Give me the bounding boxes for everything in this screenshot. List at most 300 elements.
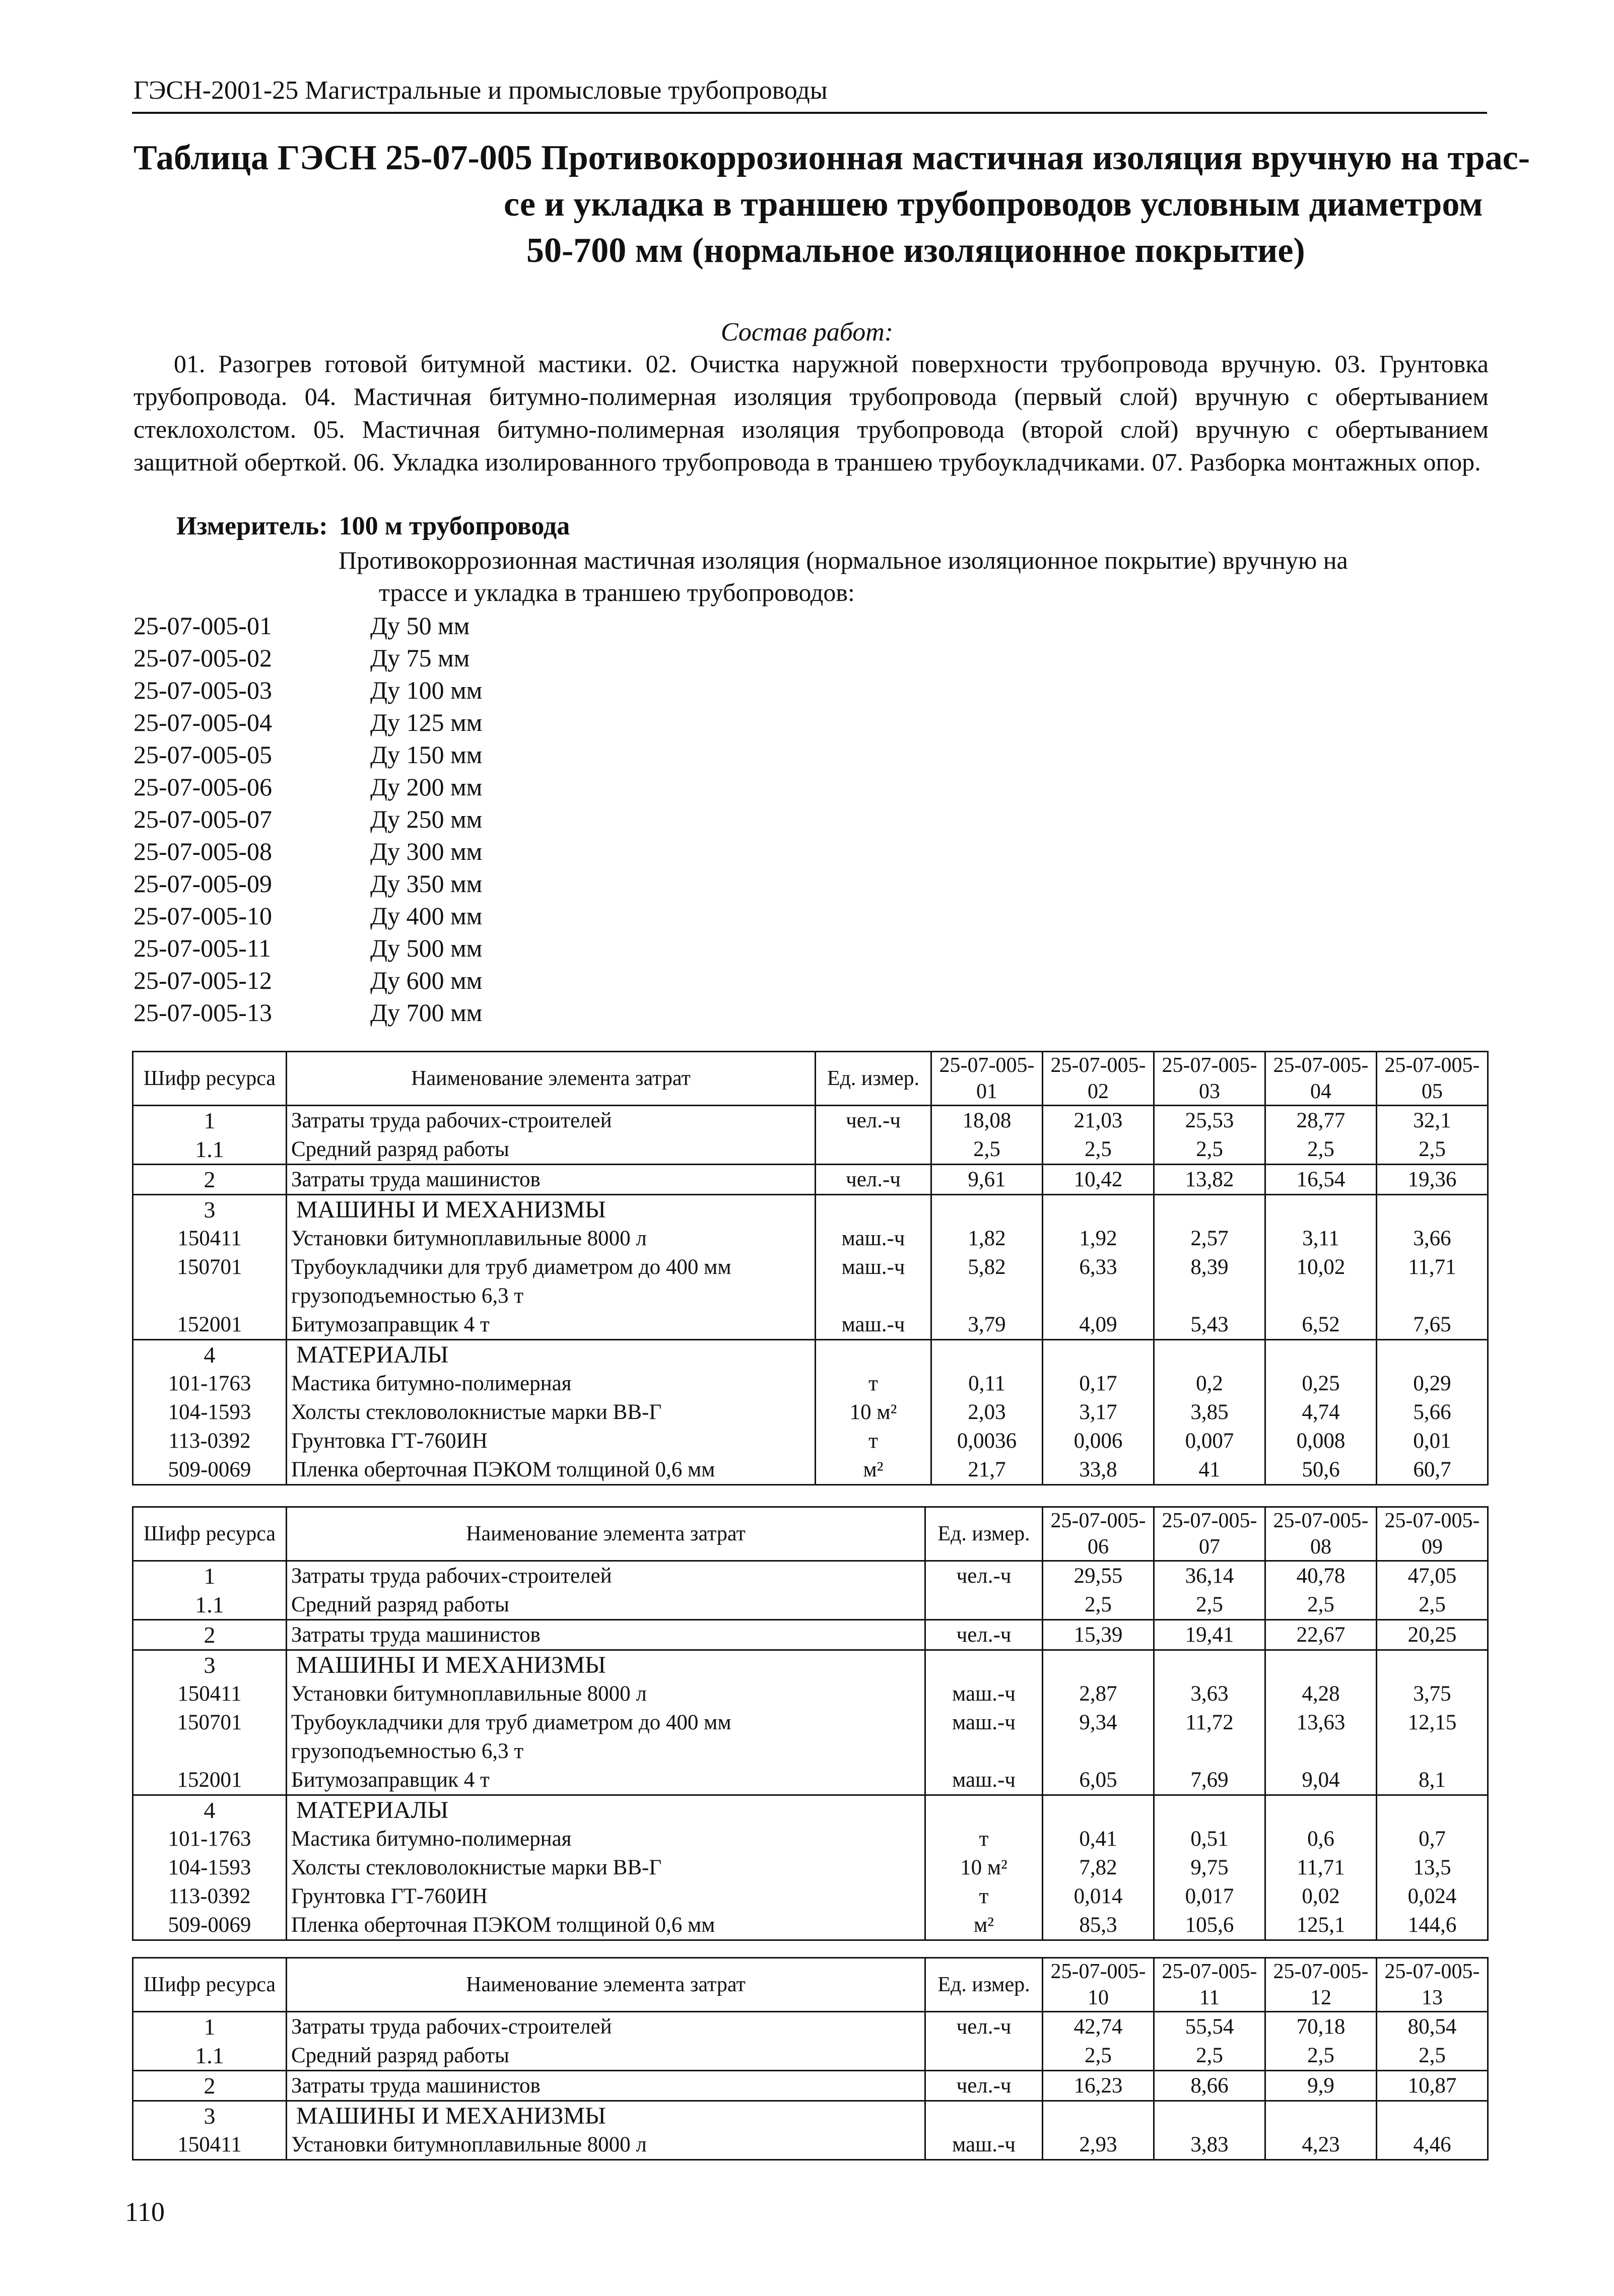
table-row (133, 1106, 1488, 1135)
table-row (133, 1310, 1488, 1340)
norm-code: 25-07-005-01 (133, 612, 272, 640)
row-code: 150411 (133, 1679, 287, 1708)
table-row (133, 2012, 1488, 2042)
row-value: 4,09 (1043, 1310, 1154, 1340)
table-row (133, 1708, 1488, 1766)
row-value: 9,75 (1154, 1853, 1265, 1882)
row-value: 105,6 (1154, 1911, 1265, 1940)
resource-table-1 (132, 1051, 1489, 1485)
row-value (1154, 1195, 1265, 1225)
header-norm-column: 25-07-005-10 (1043, 1958, 1154, 2012)
row-code: 3 (133, 1650, 287, 1680)
row-unit: маш.-ч (925, 2130, 1043, 2160)
row-value: 85,3 (1043, 1911, 1154, 1940)
row-value: 10,87 (1377, 2071, 1488, 2101)
table-row (133, 1135, 1488, 1165)
row-value: 0,0036 (931, 1427, 1043, 1455)
header-unit: Ед. измер. (925, 1958, 1043, 2012)
row-value (931, 1195, 1043, 1225)
row-unit: маш.-ч (816, 1224, 931, 1253)
row-code: 1.1 (133, 1135, 287, 1165)
meter-label: Измеритель: (176, 512, 328, 541)
row-value: 60,7 (1377, 1455, 1488, 1485)
row-name: Грунтовка ГТ-760ИН (287, 1427, 816, 1455)
table-row (133, 1825, 1488, 1853)
row-code: 1.1 (133, 2041, 287, 2071)
table-row (133, 1253, 1488, 1310)
row-unit (816, 1340, 931, 1370)
row-name: Установки битумноплавильные 8000 л (287, 1679, 925, 1708)
row-value (1377, 1795, 1488, 1825)
row-value: 19,41 (1154, 1620, 1265, 1650)
row-value: 15,39 (1043, 1620, 1154, 1650)
norm-code-label: Ду 500 мм (370, 934, 483, 962)
row-value: 3,11 (1265, 1224, 1377, 1253)
row-code: 2 (133, 2071, 287, 2101)
row-value: 125,1 (1265, 1911, 1377, 1940)
row-unit (925, 1795, 1043, 1825)
row-value: 33,8 (1043, 1455, 1154, 1485)
row-code: 150701 (133, 1708, 287, 1766)
row-unit (816, 1195, 931, 1225)
norm-code-label: Ду 100 мм (370, 676, 483, 704)
row-value: 8,66 (1154, 2071, 1265, 2101)
row-unit (925, 1650, 1043, 1680)
norm-code: 25-07-005-12 (133, 966, 272, 994)
row-value (1043, 1340, 1154, 1370)
row-unit: чел.-ч (925, 2071, 1043, 2101)
row-code: 4 (133, 1795, 287, 1825)
description-line-1: Противокоррозионная мастичная изоляция (нормальное изоляционное покрытие) вручную на (339, 546, 1348, 574)
row-value: 11,72 (1154, 1708, 1265, 1766)
page-number: 110 (125, 2197, 165, 2227)
row-value: 50,6 (1265, 1455, 1377, 1485)
row-value: 0,024 (1377, 1882, 1488, 1911)
row-name: Средний разряд работы (287, 2041, 925, 2071)
row-value: 2,5 (1265, 1590, 1377, 1620)
norm-code: 25-07-005-02 (133, 644, 272, 672)
row-value: 42,74 (1043, 2012, 1154, 2042)
row-value: 70,18 (1265, 2012, 1377, 2042)
table-row (133, 1427, 1488, 1455)
row-value (1265, 1340, 1377, 1370)
header-norm-column: 25-07-005-06 (1043, 1507, 1154, 1561)
row-name: Затраты труда рабочих-строителей (287, 1561, 925, 1591)
row-value (1377, 1340, 1488, 1370)
row-code: 152001 (133, 1766, 287, 1795)
norm-code: 25-07-005-11 (133, 934, 272, 962)
table-row (133, 2041, 1488, 2071)
norm-code: 25-07-005-07 (133, 805, 272, 833)
row-unit: чел.-ч (925, 2012, 1043, 2042)
row-value (1265, 1195, 1377, 1225)
row-value: 9,34 (1043, 1708, 1154, 1766)
row-value: 4,46 (1377, 2130, 1488, 2160)
row-value: 22,67 (1265, 1620, 1377, 1650)
row-name: Средний разряд работы (287, 1135, 816, 1165)
row-value: 2,57 (1154, 1224, 1265, 1253)
row-value: 28,77 (1265, 1106, 1377, 1135)
row-value: 2,5 (1154, 2041, 1265, 2071)
row-value (1265, 2101, 1377, 2131)
norm-code-item (133, 932, 482, 964)
row-unit: т (816, 1369, 931, 1398)
header-norm-column: 25-07-005-05 (1377, 1052, 1488, 1106)
row-value (1265, 1650, 1377, 1680)
section-title: МАТЕРИАЛЫ (287, 1340, 816, 1370)
row-unit (925, 2101, 1043, 2131)
row-value: 11,71 (1265, 1853, 1377, 1882)
header-code: Шифр ресурса (133, 1958, 287, 2012)
row-code: 113-0392 (133, 1427, 287, 1455)
norm-code: 25-07-005-09 (133, 869, 272, 898)
row-name: Затраты труда машинистов (287, 2071, 925, 2101)
header-row (133, 1958, 1488, 2012)
row-unit: чел.-ч (925, 1620, 1043, 1650)
header-norm-column: 25-07-005-09 (1377, 1507, 1488, 1561)
table-row (133, 1679, 1488, 1708)
row-unit (925, 2041, 1043, 2071)
row-value: 55,54 (1154, 2012, 1265, 2042)
row-value: 40,78 (1265, 1561, 1377, 1591)
header-norm-column: 25-07-005-02 (1043, 1052, 1154, 1106)
row-name: Холсты стекловолокнистые марки ВВ-Г (287, 1853, 925, 1882)
row-value (1265, 1795, 1377, 1825)
row-value: 0,2 (1154, 1369, 1265, 1398)
row-value: 21,7 (931, 1455, 1043, 1485)
norm-code-item (133, 610, 482, 642)
row-value: 12,15 (1377, 1708, 1488, 1766)
row-code: 113-0392 (133, 1882, 287, 1911)
row-value: 2,5 (931, 1135, 1043, 1165)
row-value: 1,82 (931, 1224, 1043, 1253)
running-head: ГЭСН-2001-25 Магистральные и промысловые трубопроводы (133, 76, 828, 105)
norm-code-item (133, 738, 482, 771)
row-value: 16,54 (1265, 1165, 1377, 1195)
row-code: 2 (133, 1165, 287, 1195)
table-row (133, 2130, 1488, 2160)
row-value: 2,5 (1154, 1135, 1265, 1165)
row-code: 509-0069 (133, 1455, 287, 1485)
row-value: 0,6 (1265, 1825, 1377, 1853)
row-value: 16,23 (1043, 2071, 1154, 2101)
row-value (931, 1340, 1043, 1370)
row-value: 2,5 (1154, 1590, 1265, 1620)
row-value (1043, 1650, 1154, 1680)
row-value: 6,05 (1043, 1766, 1154, 1795)
header-norm-column: 25-07-005-08 (1265, 1507, 1377, 1561)
row-code: 101-1763 (133, 1825, 287, 1853)
norm-code-label: Ду 150 мм (370, 740, 483, 769)
row-code: 1 (133, 2012, 287, 2042)
row-value: 2,5 (1043, 1135, 1154, 1165)
row-name: Мастика битумно-полимерная (287, 1369, 816, 1398)
row-value: 2,5 (1377, 2041, 1488, 2071)
row-value: 19,36 (1377, 1165, 1488, 1195)
row-value: 0,014 (1043, 1882, 1154, 1911)
row-value: 20,25 (1377, 1620, 1488, 1650)
section-row (133, 1340, 1488, 1370)
header-code: Шифр ресурса (133, 1507, 287, 1561)
table-row (133, 1911, 1488, 1940)
row-value: 0,41 (1043, 1825, 1154, 1853)
row-value: 13,5 (1377, 1853, 1488, 1882)
header-row (133, 1052, 1488, 1106)
row-value: 3,17 (1043, 1398, 1154, 1427)
norm-code-label: Ду 600 мм (370, 966, 483, 994)
norm-code-label: Ду 125 мм (370, 708, 483, 736)
header-name: Наименование элемента затрат (287, 1958, 925, 2012)
norm-code-item (133, 996, 482, 1029)
row-unit: т (816, 1427, 931, 1455)
table-row (133, 1766, 1488, 1795)
norm-code-item (133, 706, 482, 738)
row-value: 7,65 (1377, 1310, 1488, 1340)
resource-table-2 (132, 1506, 1489, 1941)
row-value: 3,79 (931, 1310, 1043, 1340)
row-value: 8,1 (1377, 1766, 1488, 1795)
row-value: 6,33 (1043, 1253, 1154, 1310)
table-row (133, 1455, 1488, 1485)
table-row (133, 2071, 1488, 2101)
row-code: 2 (133, 1620, 287, 1650)
row-value: 4,23 (1265, 2130, 1377, 2160)
header-norm-column: 25-07-005-03 (1154, 1052, 1265, 1106)
norm-code-label: Ду 300 мм (370, 837, 483, 865)
title-line-2: се и укладка в траншею трубопроводов условным диаметром (504, 185, 1483, 224)
row-unit: чел.-ч (925, 1561, 1043, 1591)
row-code: 1 (133, 1106, 287, 1135)
norm-code-label: Ду 200 мм (370, 773, 483, 801)
row-value: 0,11 (931, 1369, 1043, 1398)
row-value: 5,43 (1154, 1310, 1265, 1340)
row-value: 2,87 (1043, 1679, 1154, 1708)
title-line-3: 50-700 мм (нормальное изоляционное покрытие) (526, 231, 1305, 270)
row-name: Холсты стекловолокнистые марки ВВ-Г (287, 1398, 816, 1427)
row-value (1043, 1195, 1154, 1225)
row-value: 5,66 (1377, 1398, 1488, 1427)
row-value: 0,017 (1154, 1882, 1265, 1911)
row-value: 0,51 (1154, 1825, 1265, 1853)
table-row (133, 1561, 1488, 1591)
norm-code-item (133, 867, 482, 900)
row-value: 144,6 (1377, 1911, 1488, 1940)
header-norm-column: 25-07-005-11 (1154, 1958, 1265, 2012)
row-value: 10,02 (1265, 1253, 1377, 1310)
row-value: 2,5 (1265, 1135, 1377, 1165)
header-row (133, 1507, 1488, 1561)
row-unit: маш.-ч (816, 1310, 931, 1340)
row-value: 0,7 (1377, 1825, 1488, 1853)
row-value: 9,61 (931, 1165, 1043, 1195)
row-unit: чел.-ч (816, 1165, 931, 1195)
row-value: 9,04 (1265, 1766, 1377, 1795)
row-name: Мастика битумно-полимерная (287, 1825, 925, 1853)
row-value: 11,71 (1377, 1253, 1488, 1310)
row-value (1043, 1795, 1154, 1825)
section-row (133, 2101, 1488, 2131)
table-row (133, 1590, 1488, 1620)
row-code: 150701 (133, 1253, 287, 1310)
norm-code: 25-07-005-08 (133, 837, 272, 865)
row-code: 4 (133, 1340, 287, 1370)
norm-code-label: Ду 400 мм (370, 902, 483, 930)
composition-text: 01. Разогрев готовой битумной мастики. 02. Очистка наружной поверхности трубопровода вручную. 03. Грунтовка трубопровода. 04. Мастичная битумно-полимерная изоляция трубопровода (первый слой) вручную с обертыванием стеклохолстом. 05. Мастичная битумно-полимерная изоляция трубопровода (второй слой) вручную с обертыванием защитной оберткой. 06. Укладка изолированного трубопровода в траншею трубоукладчиками. 07. Разборка монтажных опор. (133, 350, 1489, 476)
norm-code-label: Ду 250 мм (370, 805, 483, 833)
header-rule (132, 112, 1487, 114)
row-value (1154, 1650, 1265, 1680)
row-unit: 10 м² (925, 1853, 1043, 1882)
row-value (1377, 1195, 1488, 1225)
row-value: 0,007 (1154, 1427, 1265, 1455)
norm-code-item (133, 835, 482, 867)
row-value: 41 (1154, 1455, 1265, 1485)
norm-code: 25-07-005-05 (133, 740, 272, 769)
header-name: Наименование элемента затрат (287, 1507, 925, 1561)
norm-code-list (133, 610, 482, 1029)
norm-code-label: Ду 50 мм (370, 612, 470, 640)
row-unit (925, 1590, 1043, 1620)
row-value: 25,53 (1154, 1106, 1265, 1135)
row-value: 0,29 (1377, 1369, 1488, 1398)
row-unit (816, 1135, 931, 1165)
row-name: Пленка оберточная ПЭКОМ толщиной 0,6 мм (287, 1455, 816, 1485)
header-code: Шифр ресурса (133, 1052, 287, 1106)
section-row (133, 1195, 1488, 1225)
norm-code: 25-07-005-13 (133, 998, 272, 1027)
resource-table-3 (132, 1957, 1489, 2160)
norm-code-label: Ду 700 мм (370, 998, 483, 1027)
section-title: МАШИНЫ И МЕХАНИЗМЫ (287, 1195, 816, 1225)
row-unit: м² (816, 1455, 931, 1485)
row-name: Битумозаправщик 4 т (287, 1766, 925, 1795)
row-unit: т (925, 1825, 1043, 1853)
row-code: 1.1 (133, 1590, 287, 1620)
row-value: 36,14 (1154, 1561, 1265, 1591)
table-row (133, 1882, 1488, 1911)
row-unit: маш.-ч (925, 1766, 1043, 1795)
row-value (1377, 1650, 1488, 1680)
row-name: Установки битумноплавильные 8000 л (287, 2130, 925, 2160)
norm-code: 25-07-005-04 (133, 708, 272, 736)
row-code: 1 (133, 1561, 287, 1591)
row-value: 13,63 (1265, 1708, 1377, 1766)
row-name: Грунтовка ГТ-760ИН (287, 1882, 925, 1911)
row-unit: т (925, 1882, 1043, 1911)
section-row (133, 1795, 1488, 1825)
row-value (1154, 2101, 1265, 2131)
row-value: 2,93 (1043, 2130, 1154, 2160)
table-row (133, 1853, 1488, 1882)
description-line-2: трассе и укладка в траншею трубопроводов: (379, 578, 855, 606)
row-value: 0,01 (1377, 1427, 1488, 1455)
row-name: Средний разряд работы (287, 1590, 925, 1620)
row-name: Трубоукладчики для труб диаметром до 400 мм грузоподъемностью 6,3 т (287, 1708, 925, 1766)
row-code: 104-1593 (133, 1398, 287, 1427)
row-value: 0,25 (1265, 1369, 1377, 1398)
row-value (1377, 2101, 1488, 2131)
norm-code-item (133, 674, 482, 706)
table-row (133, 1620, 1488, 1650)
header-unit: Ед. измер. (816, 1052, 931, 1106)
row-value: 0,006 (1043, 1427, 1154, 1455)
row-value: 3,66 (1377, 1224, 1488, 1253)
section-title: МАТЕРИАЛЫ (287, 1795, 925, 1825)
norm-code-item (133, 803, 482, 835)
table-row (133, 1398, 1488, 1427)
norm-code-item (133, 771, 482, 803)
row-value: 2,5 (1377, 1135, 1488, 1165)
header-unit: Ед. измер. (925, 1507, 1043, 1561)
norm-description (339, 544, 1489, 609)
norm-code: 25-07-005-03 (133, 676, 272, 704)
row-unit: 10 м² (816, 1398, 931, 1427)
row-value: 3,63 (1154, 1679, 1265, 1708)
norm-code-item (133, 642, 482, 674)
row-value: 10,42 (1043, 1165, 1154, 1195)
row-name: Трубоукладчики для труб диаметром до 400 мм грузоподъемностью 6,3 т (287, 1253, 816, 1310)
row-name: Установки битумноплавильные 8000 л (287, 1224, 816, 1253)
row-value: 18,08 (931, 1106, 1043, 1135)
header-norm-column: 25-07-005-04 (1265, 1052, 1377, 1106)
section-row (133, 1650, 1488, 1680)
header-norm-column: 25-07-005-13 (1377, 1958, 1488, 2012)
row-value: 13,82 (1154, 1165, 1265, 1195)
row-value: 0,17 (1043, 1369, 1154, 1398)
row-value: 4,28 (1265, 1679, 1377, 1708)
row-unit: маш.-ч (925, 1679, 1043, 1708)
row-code: 101-1763 (133, 1369, 287, 1398)
norm-code-label: Ду 75 мм (370, 644, 470, 672)
row-code: 3 (133, 1195, 287, 1225)
row-value: 6,52 (1265, 1310, 1377, 1340)
row-value: 4,74 (1265, 1398, 1377, 1427)
row-name: Затраты труда машинистов (287, 1165, 816, 1195)
norm-code: 25-07-005-10 (133, 902, 272, 930)
row-value (1043, 2101, 1154, 2131)
table-title (133, 135, 1530, 274)
row-value: 2,5 (1265, 2041, 1377, 2071)
row-value: 32,1 (1377, 1106, 1488, 1135)
row-value: 3,75 (1377, 1679, 1488, 1708)
row-value: 80,54 (1377, 2012, 1488, 2042)
norm-code-label: Ду 350 мм (370, 869, 483, 898)
table-row (133, 1165, 1488, 1195)
header-name: Наименование элемента затрат (287, 1052, 816, 1106)
norm-code-item (133, 900, 482, 932)
row-value (1154, 1795, 1265, 1825)
row-unit: маш.-ч (925, 1708, 1043, 1766)
norm-code: 25-07-005-06 (133, 773, 272, 801)
row-name: Затраты труда рабочих-строителей (287, 2012, 925, 2042)
title-line-1: Таблица ГЭСН 25-07-005 Противокоррозионная мастичная изоляция вручную на трас- (133, 139, 1530, 177)
row-value: 3,85 (1154, 1398, 1265, 1427)
row-value: 7,69 (1154, 1766, 1265, 1795)
meter-value: 100 м трубопровода (339, 512, 570, 541)
row-value: 29,55 (1043, 1561, 1154, 1591)
section-title: МАШИНЫ И МЕХАНИЗМЫ (287, 2101, 925, 2131)
row-value: 2,5 (1377, 1590, 1488, 1620)
row-value: 3,83 (1154, 2130, 1265, 2160)
row-value: 8,39 (1154, 1253, 1265, 1310)
row-code: 152001 (133, 1310, 287, 1340)
row-code: 150411 (133, 1224, 287, 1253)
composition-heading: Состав работ: (720, 318, 894, 347)
row-name: Пленка оберточная ПЭКОМ толщиной 0,6 мм (287, 1911, 925, 1940)
header-norm-column: 25-07-005-01 (931, 1052, 1043, 1106)
row-value: 2,5 (1043, 1590, 1154, 1620)
row-code: 509-0069 (133, 1911, 287, 1940)
